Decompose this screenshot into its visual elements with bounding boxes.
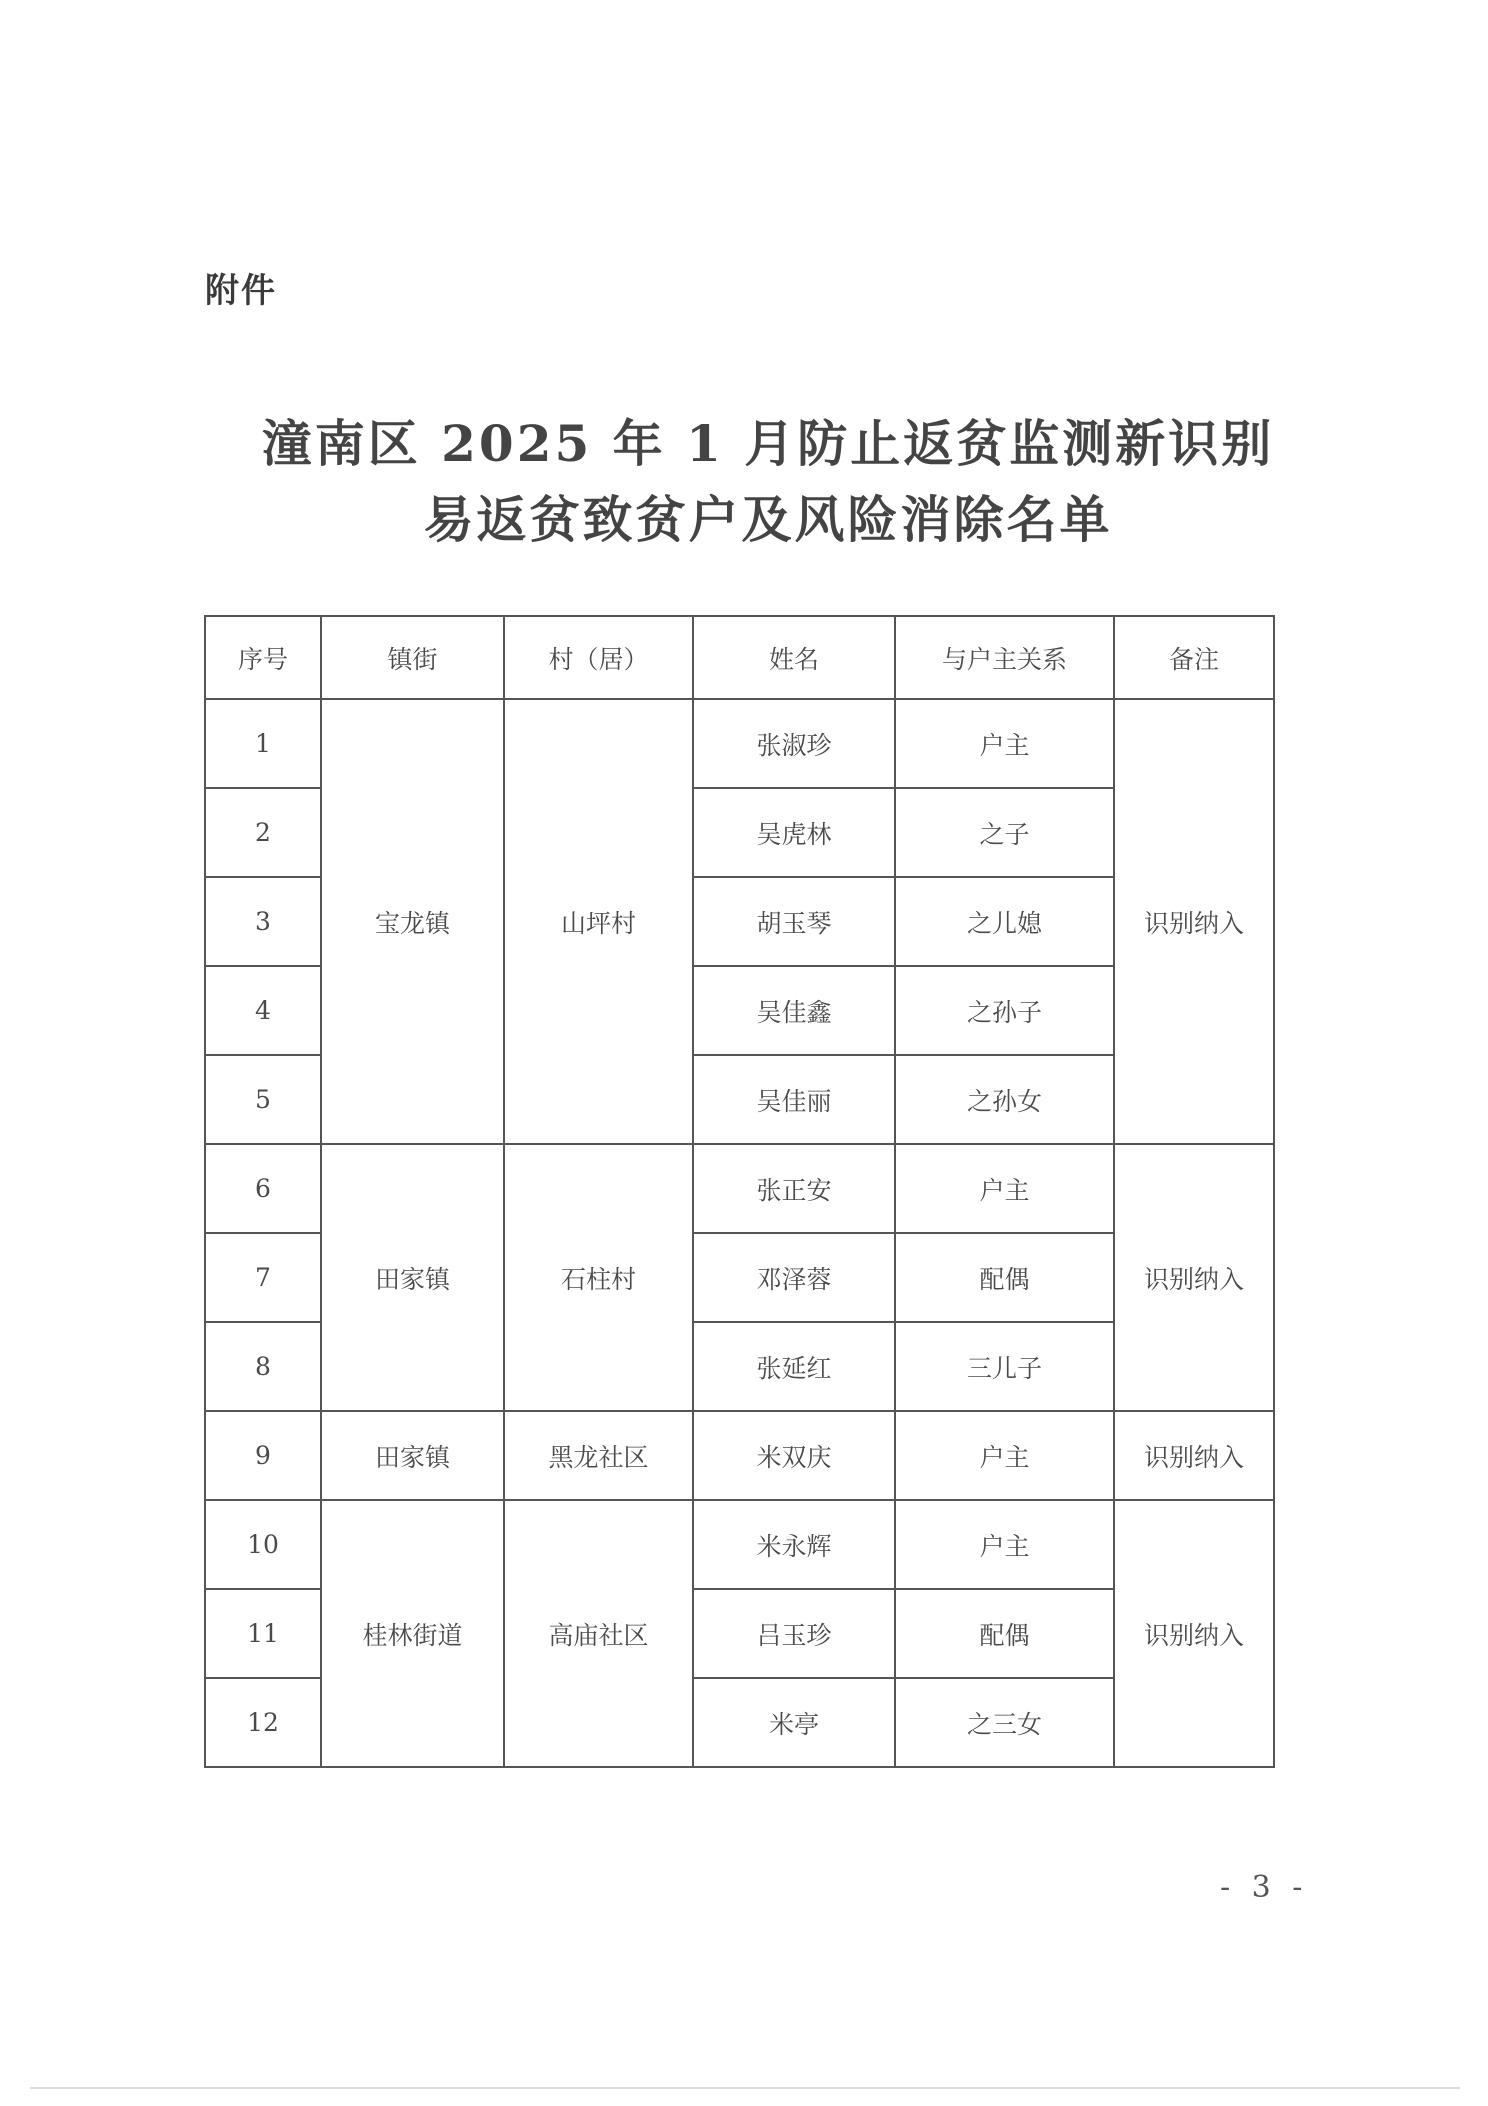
- note-cell: 识别纳入: [1114, 1500, 1274, 1767]
- header-village: 村（居）: [504, 616, 693, 699]
- table-row: [205, 1144, 1274, 1233]
- note-cell: 识别纳入: [1114, 1144, 1274, 1411]
- serial-number-cell: 2: [205, 788, 321, 877]
- serial-number-cell: 1: [205, 699, 321, 788]
- serial-number-cell: 10: [205, 1500, 321, 1589]
- name-cell: 米亭: [693, 1678, 895, 1767]
- relation-cell: 之孙子: [895, 966, 1114, 1055]
- relation-cell: 之孙女: [895, 1055, 1114, 1144]
- table-header-row: [205, 616, 1274, 699]
- relation-cell: 户主: [895, 1144, 1114, 1233]
- serial-number-cell: 12: [205, 1678, 321, 1767]
- relation-cell: 之子: [895, 788, 1114, 877]
- serial-number-cell: 4: [205, 966, 321, 1055]
- town-cell: 田家镇: [321, 1411, 504, 1500]
- table-row: [205, 1411, 1274, 1500]
- name-cell: 吕玉珍: [693, 1589, 895, 1678]
- village-cell: 石柱村: [504, 1144, 693, 1411]
- name-cell: 吴佳鑫: [693, 966, 895, 1055]
- relation-cell: 户主: [895, 1500, 1114, 1589]
- serial-number-cell: 7: [205, 1233, 321, 1322]
- serial-number-cell: 11: [205, 1589, 321, 1678]
- scan-edge-divider: [30, 2087, 1460, 2089]
- relation-cell: 户主: [895, 699, 1114, 788]
- village-cell: 高庙社区: [504, 1500, 693, 1767]
- serial-number-cell: 3: [205, 877, 321, 966]
- header-name: 姓名: [693, 616, 895, 699]
- header-town: 镇街: [321, 616, 504, 699]
- town-cell: 田家镇: [321, 1144, 504, 1411]
- relation-cell: 之三女: [895, 1678, 1114, 1767]
- town-cell: 宝龙镇: [321, 699, 504, 1144]
- name-cell: 张延红: [693, 1322, 895, 1411]
- note-cell: 识别纳入: [1114, 1411, 1274, 1500]
- table-row: [205, 699, 1274, 788]
- relation-cell: 户主: [895, 1411, 1114, 1500]
- document-title-line-2: 易返贫致贫户及风险消除名单: [423, 490, 1113, 549]
- header-relation: 与户主关系: [895, 616, 1114, 699]
- document-title-line-1: 潼南区 2025 年 1 月防止返贫监测新识别: [261, 414, 1275, 473]
- name-cell: 张淑珍: [693, 699, 895, 788]
- village-cell: 山坪村: [504, 699, 693, 1144]
- table-row: [205, 1500, 1274, 1589]
- relation-cell: 三儿子: [895, 1322, 1114, 1411]
- name-cell: 米双庆: [693, 1411, 895, 1500]
- header-serial-number: 序号: [205, 616, 321, 699]
- name-cell: 吴佳丽: [693, 1055, 895, 1144]
- note-cell: 识别纳入: [1114, 699, 1274, 1144]
- relation-cell: 配偶: [895, 1589, 1114, 1678]
- serial-number-cell: 8: [205, 1322, 321, 1411]
- village-cell: 黑龙社区: [504, 1411, 693, 1500]
- name-cell: 胡玉琴: [693, 877, 895, 966]
- page-number: - 3 -: [1220, 1870, 1309, 1905]
- town-cell: 桂林街道: [321, 1500, 504, 1767]
- serial-number-cell: 9: [205, 1411, 321, 1500]
- serial-number-cell: 6: [205, 1144, 321, 1233]
- name-cell: 张正安: [693, 1144, 895, 1233]
- household-roster-table: [204, 615, 1275, 1768]
- name-cell: 米永辉: [693, 1500, 895, 1589]
- name-cell: 邓泽蓉: [693, 1233, 895, 1322]
- relation-cell: 配偶: [895, 1233, 1114, 1322]
- attachment-label: 附件: [205, 271, 277, 311]
- header-note: 备注: [1114, 616, 1274, 699]
- name-cell: 吴虎林: [693, 788, 895, 877]
- serial-number-cell: 5: [205, 1055, 321, 1144]
- relation-cell: 之儿媳: [895, 877, 1114, 966]
